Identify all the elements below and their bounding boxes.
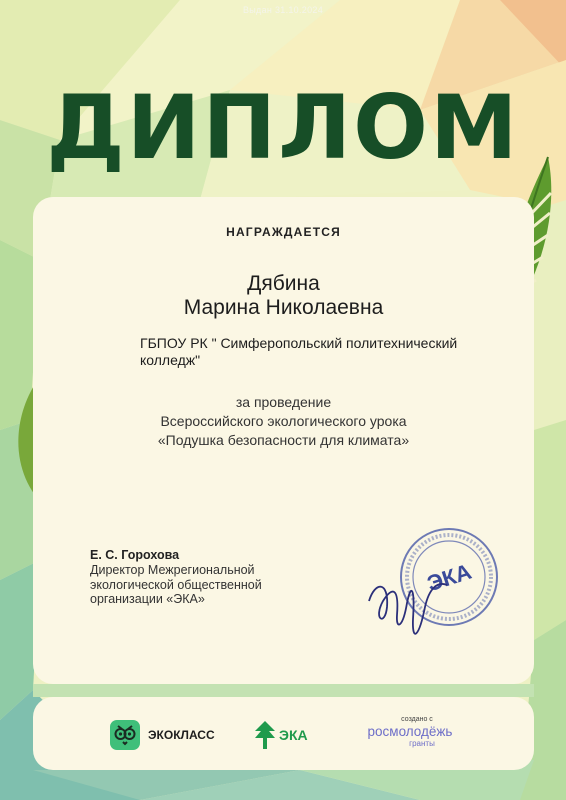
signer-position-line-2: экологической общественной [90, 577, 262, 592]
eka-text: ЭКА [279, 727, 308, 743]
recipient-name [33, 272, 534, 320]
rosmolodezh-small-text: создано с [401, 716, 433, 723]
reason-line-3: «Подушка безопасности для климата» [157, 432, 410, 448]
reason-line-2: Всероссийского экологического урока [160, 413, 407, 429]
recipient-surname: Дябина [247, 272, 320, 295]
awarded-label: НАГРАЖДАЕТСЯ [226, 225, 341, 239]
recipient-given-names: Марина Николаевна [183, 296, 384, 319]
issue-date-line: Выдан 31.10.2024 [242, 5, 324, 15]
tree-icon [255, 721, 275, 749]
recipient-organization [140, 335, 470, 369]
rosmolodezh-main-text: росмолодёжь [367, 724, 453, 739]
ekoklass-text: ЭКОКЛАСС [148, 728, 215, 742]
owl-icon [110, 720, 140, 750]
official-stamp [363, 519, 515, 653]
eka-logo [255, 720, 308, 750]
organization-line-2: колледж" [140, 352, 201, 368]
ekoklass-logo [110, 720, 215, 750]
rosmolodezh-logo [355, 715, 465, 748]
certificate-card [33, 197, 534, 684]
signer-name: Е. С. Горохова [90, 548, 180, 562]
partner-logos-bar [33, 697, 534, 770]
diploma-title: ДИПЛОМ [46, 76, 520, 179]
stamp-center-text: ЭКА [423, 558, 475, 597]
reason-line-1: за проведение [235, 394, 332, 410]
organization-line-1: ГБПОУ РК " Симферопольский политехнический [140, 335, 458, 351]
rosmolodezh-sub-text: гранты [409, 739, 435, 748]
award-reason [33, 393, 534, 450]
signer-position-line-3: организации «ЭКА» [90, 592, 205, 606]
signer-position-line-1: Директор Межрегиональной [90, 563, 255, 577]
signer-block [90, 548, 320, 607]
